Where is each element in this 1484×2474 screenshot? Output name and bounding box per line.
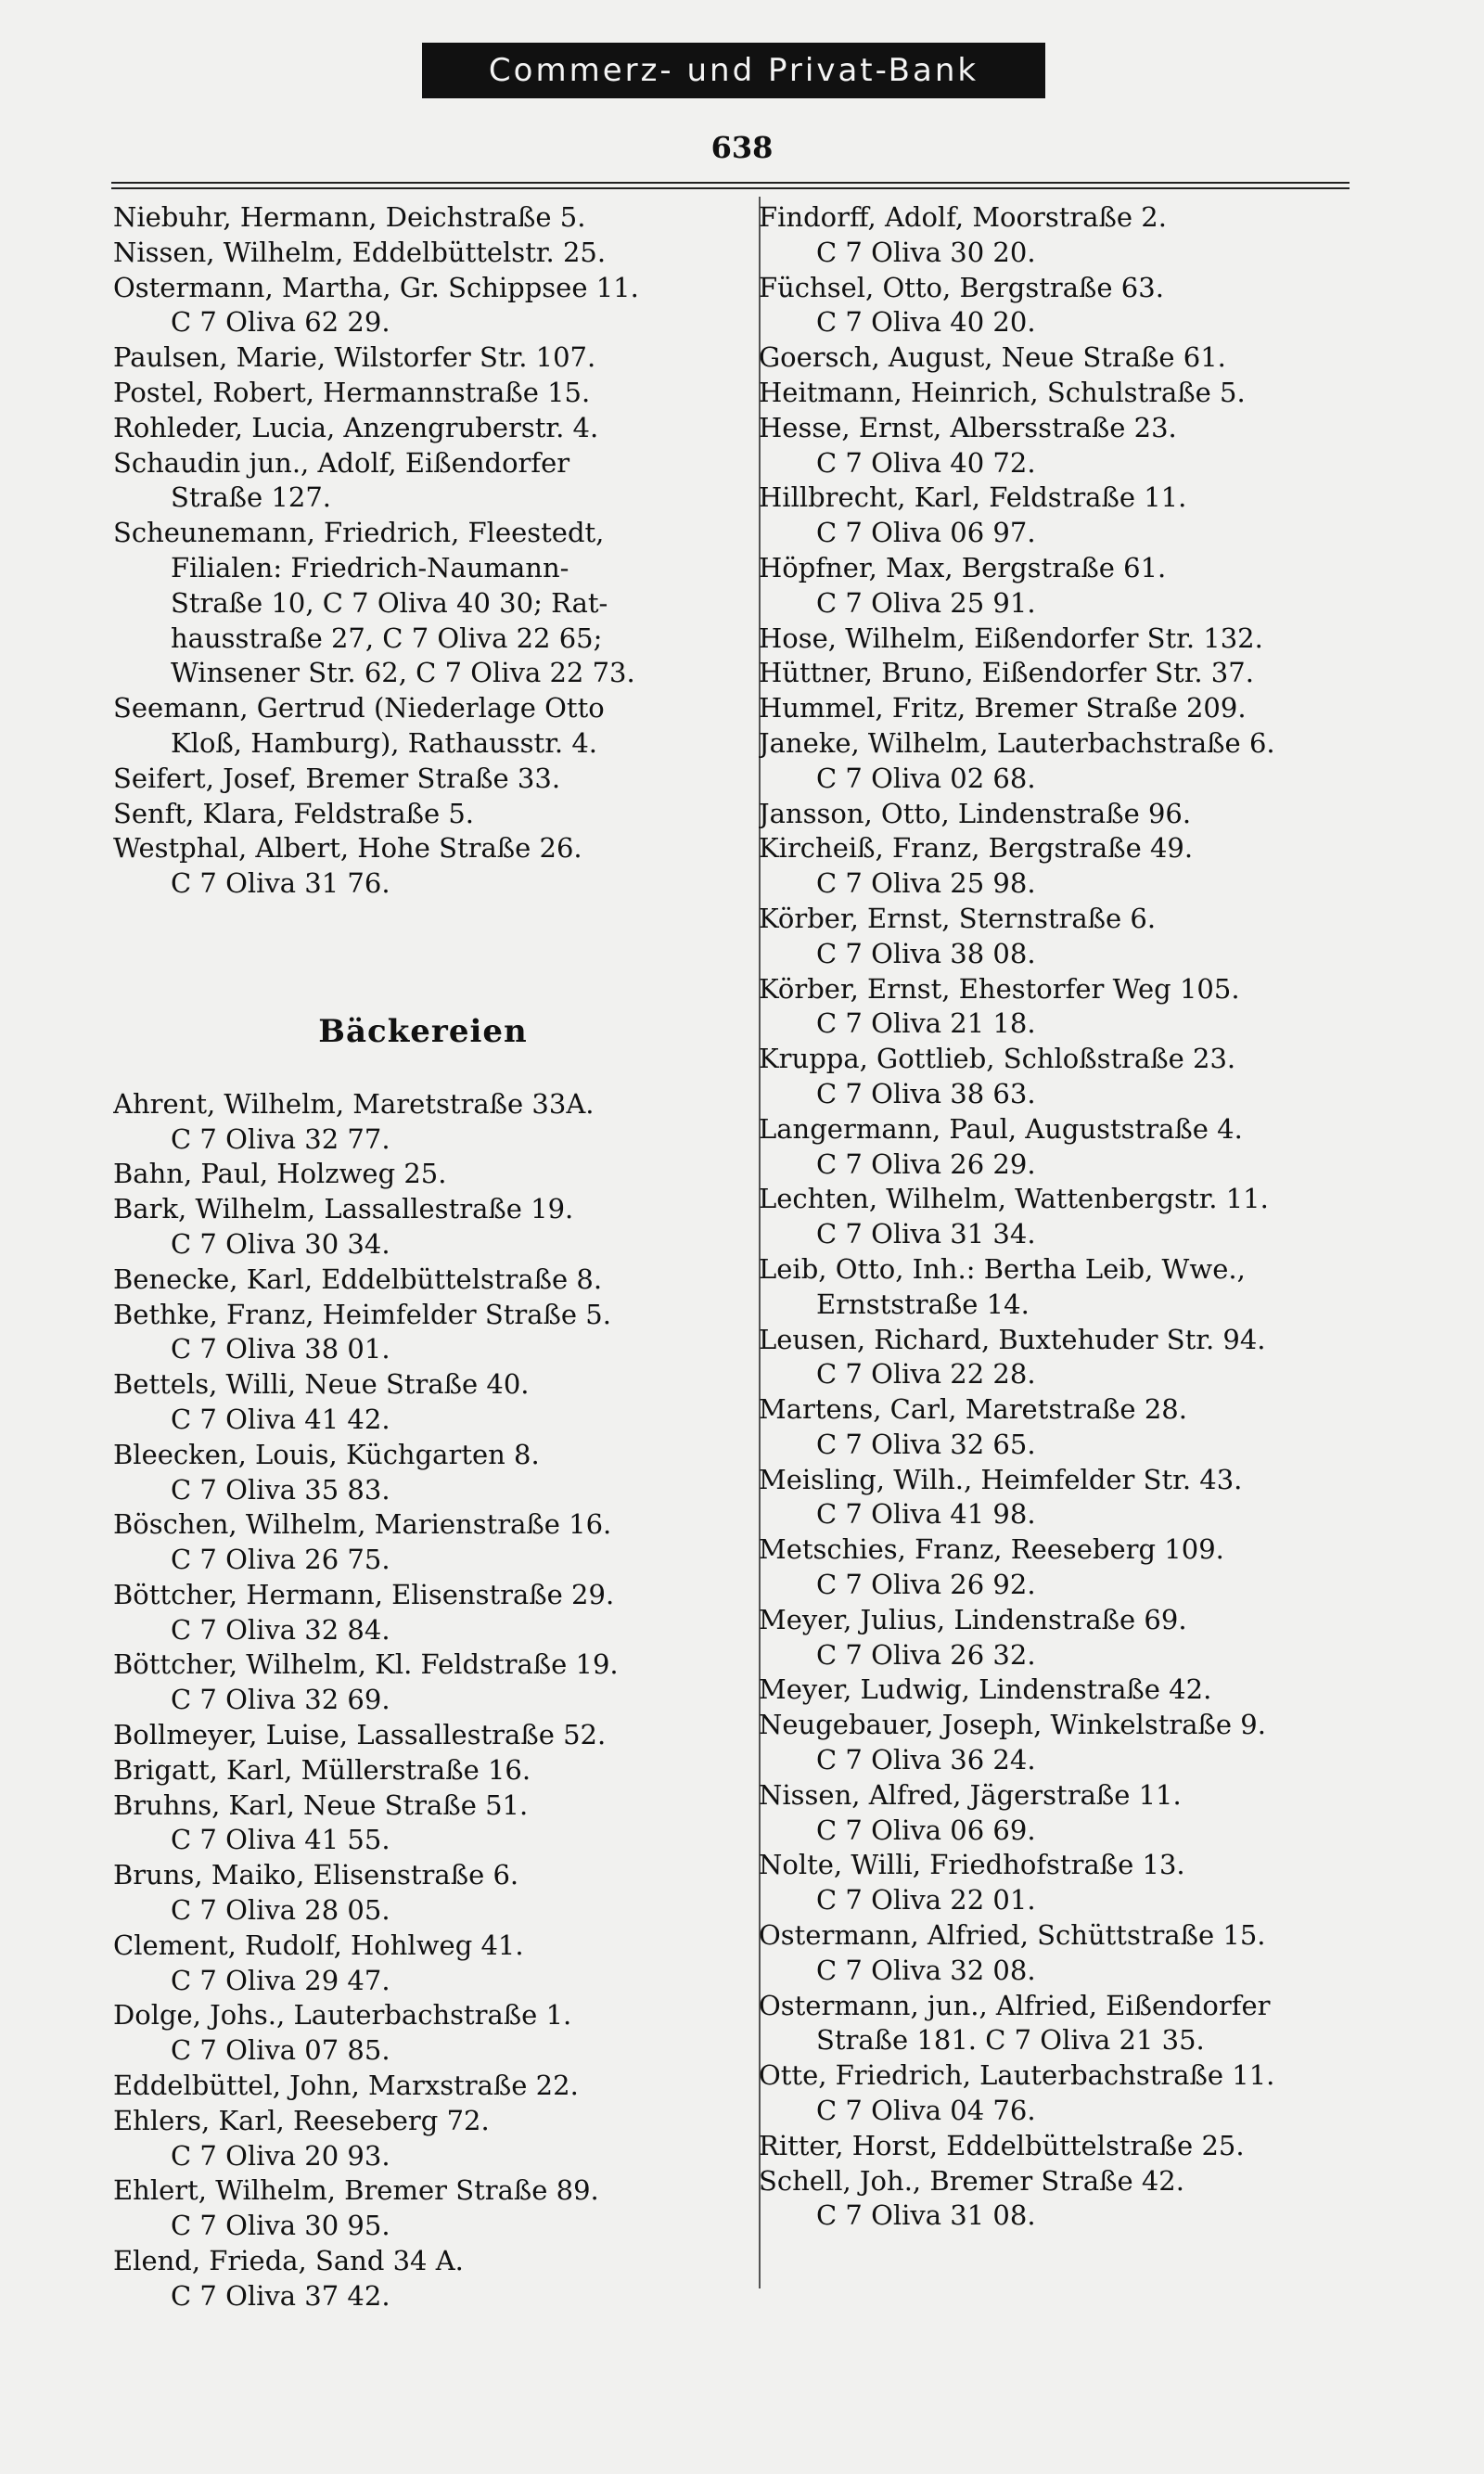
entry-continuation-line: C 7 Oliva 41 98. [816, 1498, 1036, 1531]
directory-entry-line: Nissen, Wilhelm, Eddelbüttelstr. 25. [113, 236, 607, 268]
entry-continuation-line: C 7 Oliva 38 63. [816, 1077, 1036, 1109]
entry-continuation-line: C 7 Oliva 06 69. [816, 1814, 1036, 1846]
entry-continuation-line: Straße 127. [171, 481, 331, 514]
directory-entry-line: Goersch, August, Neue Straße 61. [759, 341, 1226, 374]
entry-continuation-line: Filialen: Friedrich-Naumann- [171, 551, 569, 583]
section-heading: Bäckereien [318, 1014, 528, 1050]
entry-continuation-line: C 7 Oliva 20 93. [171, 2139, 390, 2172]
directory-entry-line: Böschen, Wilhelm, Marienstraße 16. [113, 1508, 612, 1541]
directory-entry-line: Hüttner, Bruno, Eißendorfer Str. 37. [759, 657, 1254, 689]
directory-entry-line: Ostermann, Alfried, Schüttstraße 15. [759, 1919, 1266, 1952]
entry-continuation-line: C 7 Oliva 30 34. [171, 1227, 390, 1260]
heading-spacer [113, 1050, 733, 1087]
directory-entry-line: Dolge, Johs., Lauterbachstraße 1. [113, 1999, 572, 2032]
entry-continuation-line: Straße 181. C 7 Oliva 21 35. [816, 2024, 1205, 2057]
directory-entry-line: Böttcher, Hermann, Elisenstraße 29. [113, 1578, 615, 1610]
left-entries-bottom [113, 1087, 733, 2314]
directory-entry-line: Seifert, Josef, Bremer Straße 33. [113, 762, 561, 794]
entry-continuation-line: C 7 Oliva 21 18. [816, 1007, 1036, 1040]
directory-entry-line: Meyer, Julius, Lindenstraße 69. [759, 1603, 1187, 1635]
entry-continuation-line: Ernststraße 14. [816, 1288, 1030, 1320]
directory-entry-line: Heitmann, Heinrich, Schulstraße 5. [759, 376, 1246, 408]
directory-entry-line: Scheunemann, Friedrich, Fleestedt, [113, 517, 605, 549]
directory-entry-line: Rohleder, Lucia, Anzengruberstr. 4. [113, 411, 599, 443]
directory-entry-line: Jansson, Otto, Lindenstraße 96. [759, 797, 1192, 829]
directory-entry-line: Findorff, Adolf, Moorstraße 2. [759, 201, 1167, 233]
directory-entry-line: Clement, Rudolf, Hohlweg 41. [113, 1929, 524, 1961]
directory-entry-line: Bethke, Franz, Heimfelder Straße 5. [113, 1298, 611, 1330]
directory-entry-line: Nolte, Willi, Friedhofstraße 13. [759, 1849, 1185, 1881]
directory-entry-line: Benecke, Karl, Eddelbüttelstraße 8. [113, 1263, 603, 1295]
directory-entry-line: Bahn, Paul, Holzweg 25. [113, 1158, 447, 1190]
entry-continuation-line: C 7 Oliva 30 95. [171, 2210, 390, 2242]
entry-continuation-line: C 7 Oliva 07 85. [171, 2034, 390, 2067]
directory-entry-line: Böttcher, Wilhelm, Kl. Feldstraße 19. [113, 1648, 619, 1681]
header-double-rule [111, 182, 1350, 189]
directory-entry-line: Nissen, Alfred, Jägerstraße 11. [759, 1778, 1182, 1811]
directory-entry-line: Ahrent, Wilhelm, Maretstraße 33A. [113, 1087, 595, 1120]
entry-continuation-line: C 7 Oliva 26 29. [816, 1147, 1036, 1180]
entry-continuation-line: C 7 Oliva 36 24. [816, 1744, 1036, 1776]
right-entries [759, 200, 1362, 2234]
entry-continuation-line: C 7 Oliva 04 76. [816, 2095, 1036, 2127]
directory-entry-line: Körber, Ernst, Sternstraße 6. [759, 902, 1157, 934]
left-column [113, 200, 733, 2314]
directory-entry-line: Seemann, Gertrud (Niederlage Otto [113, 692, 605, 724]
directory-entry-line: Eddelbüttel, John, Marxstraße 22. [113, 2070, 579, 2102]
directory-entry-line: Westphal, Albert, Hohe Straße 26. [113, 832, 582, 865]
section-spacer [113, 902, 733, 1015]
right-column [759, 200, 1362, 2234]
entry-continuation-line: hausstraße 27, C 7 Oliva 22 65; [171, 622, 603, 654]
directory-entry-line: Paulsen, Marie, Wilstorfer Str. 107. [113, 341, 596, 374]
entry-continuation-line: C 7 Oliva 26 92. [816, 1569, 1036, 1601]
entry-continuation-line: C 7 Oliva 41 55. [171, 1824, 390, 1856]
entry-continuation-line: C 7 Oliva 26 75. [171, 1544, 390, 1576]
entry-continuation-line: C 7 Oliva 25 98. [816, 867, 1036, 900]
directory-entry-line: Meyer, Ludwig, Lindenstraße 42. [759, 1673, 1212, 1706]
directory-entry-line: Neugebauer, Joseph, Winkelstraße 9. [759, 1709, 1266, 1741]
directory-entry-line: Körber, Ernst, Ehestorfer Weg 105. [759, 972, 1240, 1005]
directory-entry-line: Otte, Friedrich, Lauterbachstraße 11. [759, 2059, 1275, 2092]
directory-entry-line: Janeke, Wilhelm, Lauterbachstraße 6. [759, 726, 1275, 759]
entry-continuation-line: Kloß, Hamburg), Rathausstr. 4. [171, 726, 597, 759]
directory-entry-line: Schaudin jun., Adolf, Eißendorfer [113, 446, 570, 479]
entry-continuation-line: C 7 Oliva 62 29. [171, 306, 390, 339]
entry-continuation-line: C 7 Oliva 31 08. [816, 2199, 1036, 2232]
entry-continuation-line: C 7 Oliva 32 65. [816, 1428, 1036, 1460]
directory-entry-line: Bollmeyer, Luise, Lassallestraße 52. [113, 1719, 607, 1751]
directory-entry-line: Hesse, Ernst, Albersstraße 23. [759, 411, 1177, 443]
entry-continuation-line: C 7 Oliva 06 97. [816, 517, 1036, 549]
entry-continuation-line: C 7 Oliva 22 28. [816, 1358, 1036, 1391]
page-number: 638 [710, 130, 774, 165]
entry-continuation-line: C 7 Oliva 41 42. [171, 1403, 390, 1435]
directory-entry-line: Schell, Joh., Bremer Straße 42. [759, 2164, 1184, 2197]
entry-continuation-line: C 7 Oliva 32 69. [171, 1684, 390, 1716]
entry-continuation-line: C 7 Oliva 38 01. [171, 1333, 390, 1365]
directory-entry-line: Lechten, Wilhelm, Wattenbergstr. 11. [759, 1183, 1269, 1215]
directory-entry-line: Langermann, Paul, Auguststraße 4. [759, 1112, 1243, 1145]
directory-entry-line: Höpfner, Max, Bergstraße 61. [759, 551, 1167, 583]
directory-entry-line: Ritter, Horst, Eddelbüttelstraße 25. [759, 2129, 1245, 2161]
directory-entry-line: Bark, Wilhelm, Lassallestraße 19. [113, 1193, 574, 1225]
directory-entry-line: Leib, Otto, Inh.: Bertha Leib, Wwe., [759, 1252, 1246, 1285]
directory-entry-line: Metschies, Franz, Reeseberg 109. [759, 1533, 1224, 1566]
entry-continuation-line: C 7 Oliva 30 20. [816, 236, 1036, 268]
directory-entry-line: Meisling, Wilh., Heimfelder Str. 43. [759, 1463, 1243, 1495]
entry-continuation-line: Straße 10, C 7 Oliva 40 30; Rat- [171, 586, 608, 619]
entry-continuation-line: C 7 Oliva 32 77. [171, 1122, 390, 1155]
directory-entry-line: Niebuhr, Hermann, Deichstraße 5. [113, 201, 586, 233]
directory-entry-line: Martens, Carl, Maretstraße 28. [759, 1393, 1187, 1426]
entry-continuation-line: C 7 Oliva 29 47. [171, 1964, 390, 1996]
entry-continuation-line: C 7 Oliva 38 08. [816, 937, 1036, 969]
directory-entry-line: Füchsel, Otto, Bergstraße 63. [759, 271, 1164, 303]
bank-banner: Commerz- und Privat-Bank [422, 43, 1045, 98]
entry-continuation-line: C 7 Oliva 25 91. [816, 586, 1036, 619]
entry-continuation-line: C 7 Oliva 40 20. [816, 306, 1036, 339]
directory-entry-line: Senft, Klara, Feldstraße 5. [113, 797, 474, 829]
directory-entry-line: Ehlert, Wilhelm, Bremer Straße 89. [113, 2174, 599, 2207]
directory-entry-line: Ostermann, jun., Alfried, Eißendorfer [759, 1989, 1271, 2021]
entry-continuation-line: C 7 Oliva 28 05. [171, 1894, 390, 1927]
entry-continuation-line: C 7 Oliva 32 08. [816, 1954, 1036, 1986]
directory-entry-line: Ehlers, Karl, Reeseberg 72. [113, 2104, 490, 2136]
directory-entry-line: Bleecken, Louis, Küchgarten 8. [113, 1438, 540, 1470]
directory-entry-line: Ostermann, Martha, Gr. Schippsee 11. [113, 271, 639, 303]
directory-entry-line: Kruppa, Gottlieb, Schloßstraße 23. [759, 1043, 1236, 1075]
entry-continuation-line: C 7 Oliva 35 83. [171, 1473, 390, 1506]
directory-entry-line: Hillbrecht, Karl, Feldstraße 11. [759, 481, 1187, 514]
directory-entry-line: Kircheiß, Franz, Bergstraße 49. [759, 832, 1194, 865]
entry-continuation-line: C 7 Oliva 40 72. [816, 446, 1036, 479]
directory-entry-line: Leusen, Richard, Buxtehuder Str. 94. [759, 1323, 1266, 1355]
directory-entry-line: Postel, Robert, Hermannstraße 15. [113, 376, 591, 408]
entry-continuation-line: C 7 Oliva 31 34. [816, 1218, 1036, 1250]
directory-entry-line: Bruns, Maiko, Elisenstraße 6. [113, 1859, 519, 1891]
directory-entry-line: Hose, Wilhelm, Eißendorfer Str. 132. [759, 622, 1263, 654]
directory-entry-line: Elend, Frieda, Sand 34 A. [113, 2245, 464, 2277]
entry-continuation-line: C 7 Oliva 02 68. [816, 762, 1036, 794]
directory-entry-line: Brigatt, Karl, Müllerstraße 16. [113, 1753, 531, 1786]
entry-continuation-line: C 7 Oliva 32 84. [171, 1613, 390, 1646]
directory-entry-line: Bruhns, Karl, Neue Straße 51. [113, 1788, 529, 1821]
entry-continuation-line: Winsener Str. 62, C 7 Oliva 22 73. [171, 657, 635, 689]
entry-continuation-line: C 7 Oliva 26 32. [816, 1638, 1036, 1671]
entry-continuation-line: C 7 Oliva 37 42. [171, 2279, 390, 2312]
entry-continuation-line: C 7 Oliva 31 76. [171, 867, 390, 900]
entry-continuation-line: C 7 Oliva 22 01. [816, 1884, 1036, 1916]
left-entries-top [113, 200, 733, 902]
directory-entry-line: Bettels, Willi, Neue Straße 40. [113, 1368, 530, 1401]
directory-entry-line: Hummel, Fritz, Bremer Straße 209. [759, 692, 1247, 724]
